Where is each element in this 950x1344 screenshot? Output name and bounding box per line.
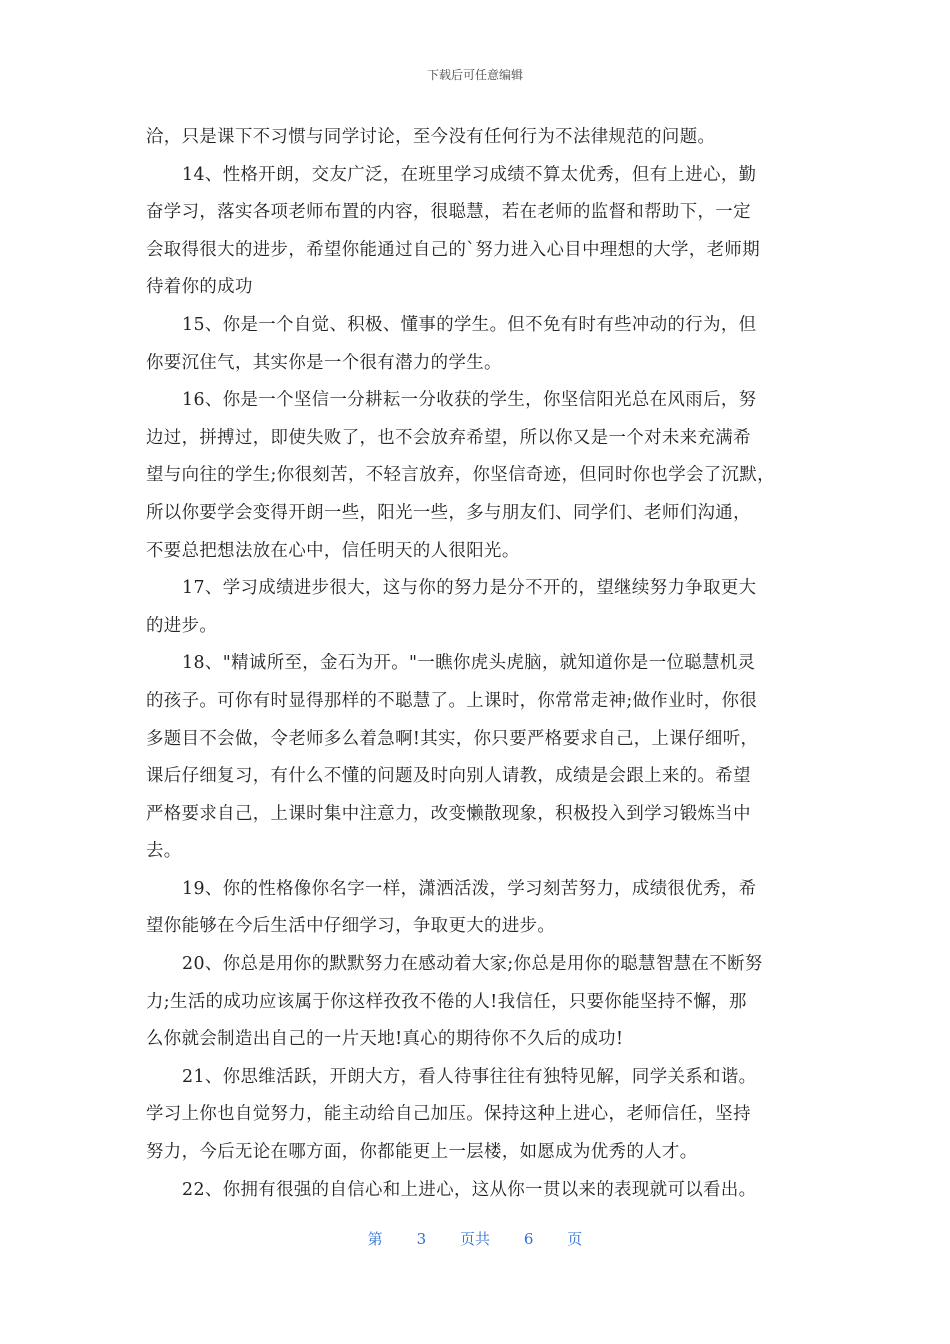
text-line: 待着你的成功: [146, 277, 253, 298]
document-body: [146, 119, 816, 1209]
page-prefix: 第: [367, 1230, 383, 1248]
text-line: 严格要求自己，上课时集中注意力，改变懒散现象，积极投入到学习锻炼当中: [146, 803, 751, 824]
text-line: 课后仔细复习，有什么不懂的问题及时向别人请教，成绩是会跟上来的。希望: [146, 766, 751, 787]
text-line: 努力，今后无论在哪方面，你都能更上一层楼，如愿成为优秀的人才。: [146, 1142, 698, 1163]
text-line: 所以你要学会变得开朗一些，阳光一些，多与朋友们、同学们、老师们沟通，: [146, 502, 751, 523]
text-line: 的进步。: [146, 615, 218, 636]
page-footer: [0, 1228, 950, 1249]
text-line: 14、性格开朗，交友广泛，在班里学习成绩不算太优秀，但有上进心，勤: [182, 164, 757, 185]
text-line: 望与向往的学生;你很刻苦，不轻言放弃，你坚信奇迹，但同时你也学会了沉默，: [146, 465, 775, 486]
text-line: 不要总把想法放在心中，信任明天的人很阳光。: [146, 540, 520, 561]
text-line: 19、你的性格像你名字一样，潇洒活泼，学习刻苦努力，成绩很优秀，希: [182, 878, 757, 899]
text-line: 会取得很大的进步，希望你能通过自己的`努力进入心目中理想的大学，老师期: [146, 239, 760, 260]
text-line: 16、你是一个坚信一分耕耘一分收获的学生，你坚信阳光总在风雨后，努: [182, 390, 757, 411]
current-page-number: 3: [416, 1230, 427, 1248]
text-line: 望你能够在今后生活中仔细学习，争取更大的进步。: [146, 916, 556, 937]
text-line: 20、你总是用你的默默努力在感动着大家;你总是用你的聪慧智慧在不断努: [182, 954, 763, 975]
text-line: 去。: [146, 841, 182, 862]
text-line: 力;生活的成功应该属于你这样孜孜不倦的人!我信任，只要你能坚持不懈，那: [146, 991, 747, 1012]
text-line: 你要沉住气，其实你是一个很有潜力的学生。: [146, 352, 502, 373]
text-line: 学习上你也自觉努力，能主动给自己加压。保持这种上进心，老师信任，坚持: [146, 1104, 751, 1125]
text-line: 多题目不会做，令老师多么着急啊!其实，你只要严格要求自己，上课仔细听，: [146, 728, 759, 749]
text-line: 奋学习，落实各项老师布置的内容，很聪慧，若在老师的监督和帮助下，一定: [146, 202, 751, 223]
page-header: 下载后可任意编辑: [426, 68, 523, 82]
page-suffix: 页: [567, 1230, 583, 1248]
text-line: 17、学习成绩进步很大，这与你的努力是分不开的，望继续努力争取更大: [182, 578, 757, 599]
text-line: 的孩子。可你有时显得那样的不聪慧了。上课时，你常常走神;做作业时，你很: [146, 690, 758, 711]
text-line: 15、你是一个自觉、积极、懂事的学生。但不免有时有些冲动的行为，但: [182, 314, 757, 335]
text-line: 边过，拼搏过，即使失败了，也不会放弃希望，所以你又是一个对未来充满希: [146, 427, 751, 448]
text-line: 22、你拥有很强的自信心和上进心，这从你一贯以来的表现就可以看出。: [182, 1179, 757, 1200]
text-line: 么你就会制造出自己的一片天地!真心的期待你不久后的成功!: [146, 1029, 624, 1050]
text-line: 洽，只是课下不习惯与同学讨论，至今没有任何行为不法律规范的问题。: [146, 127, 716, 147]
text-line: 21、你思维活跃，开朗大方，看人待事往往有独特见解，同学关系和谐。: [182, 1066, 757, 1087]
page-middle: 页共: [459, 1230, 490, 1248]
text-line: 18、"精诚所至，金石为开。"一瞧你虎头虎脑，就知道你是一位聪慧机灵: [182, 653, 756, 674]
total-pages-number: 6: [523, 1230, 534, 1248]
